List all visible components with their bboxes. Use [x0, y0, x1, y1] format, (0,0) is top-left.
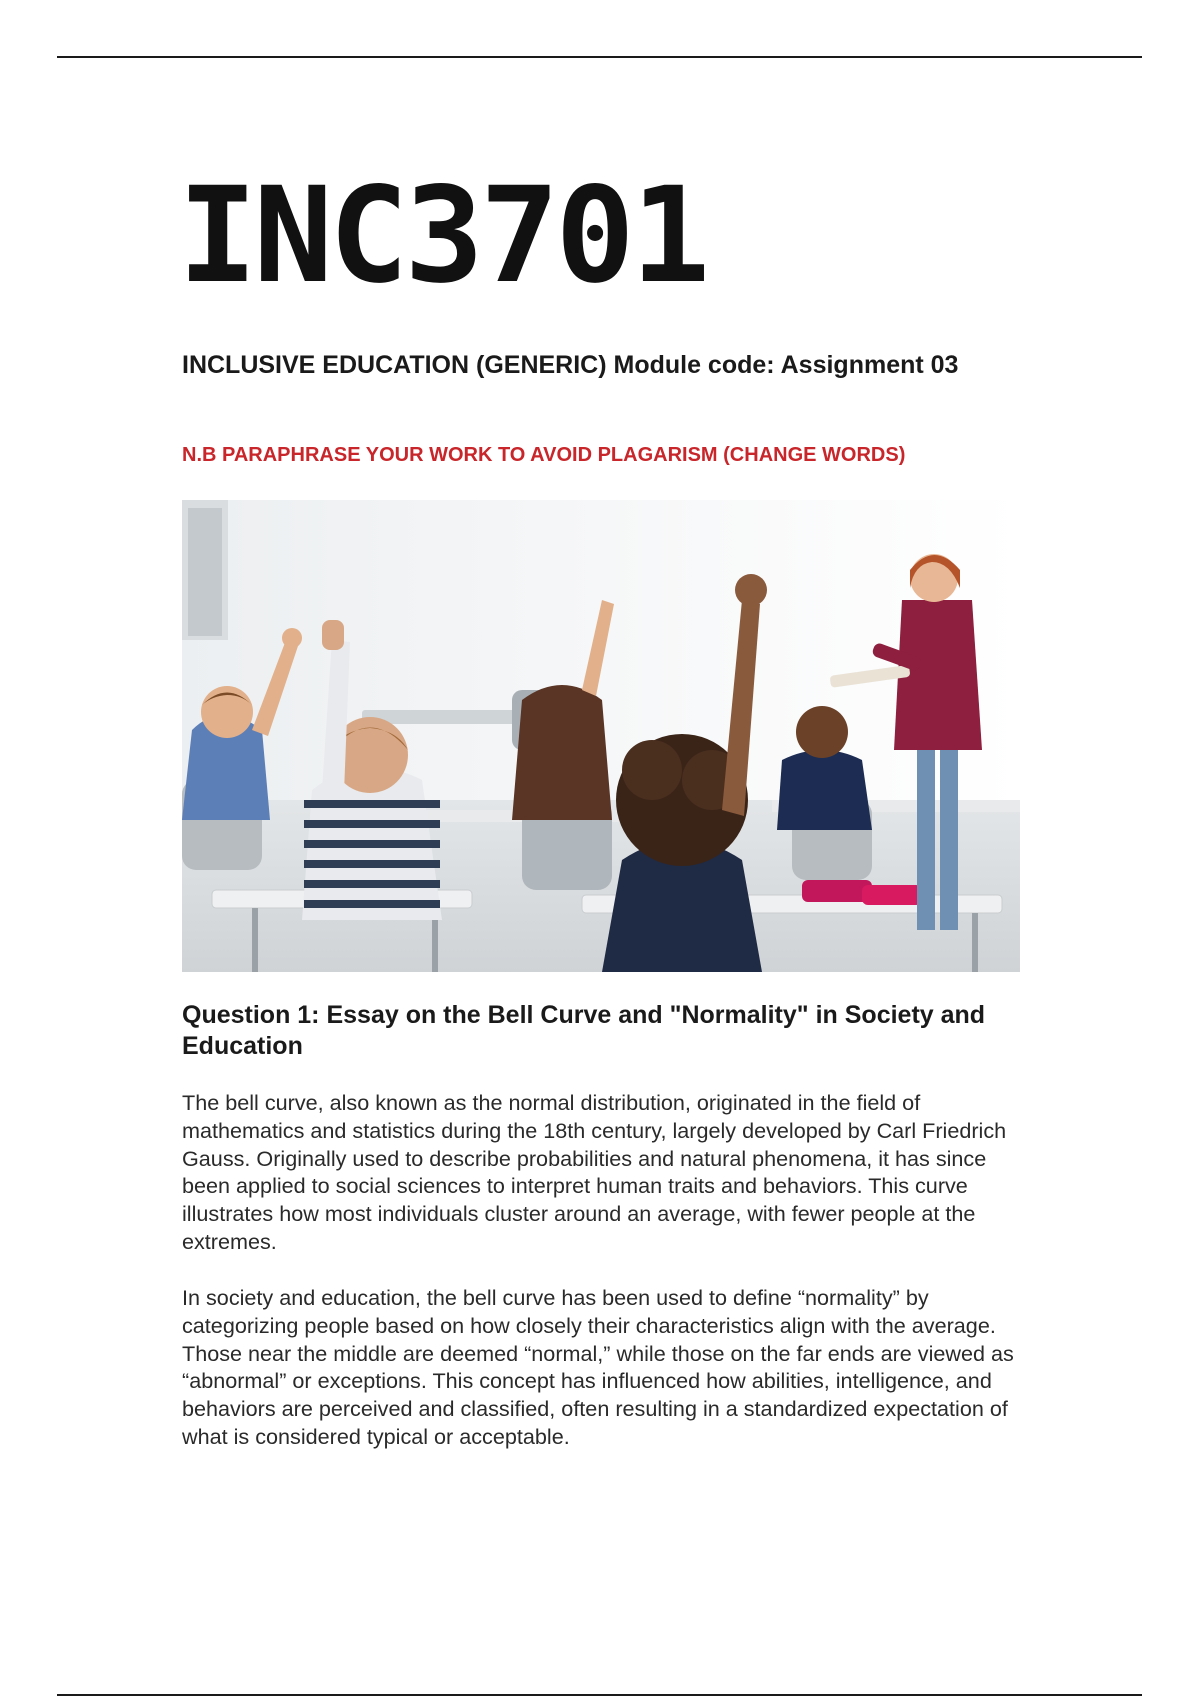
bottom-divider [57, 1694, 1142, 1696]
classroom-photo [182, 500, 1020, 972]
course-code-heading: INC3701 [178, 159, 707, 313]
essay-paragraph: The bell curve, also known as the normal distribution, originated in the field of mathematics and statistics during the 18th century, largely developed by Carl Friedrich Gauss. Originally used to describe probabilities and natural phenomena, it has since been applied to social sciences to interpret human traits and behaviors. This curve illustrates how most individuals cluster around an average, with fewer people at the extremes. [182, 1090, 1007, 1254]
question-title: Question 1: Essay on the Bell Curve and "Normality" in Society and Education [182, 1001, 986, 1060]
pencil-case [802, 880, 872, 902]
plagiarism-notice: N.B PARAPHRASE YOUR WORK TO AVOID PLAGARISM (CHANGE WORDS) [182, 444, 906, 466]
top-divider [57, 56, 1142, 58]
essay-paragraph: In society and education, the bell curve has been used to define “normality” by categorizing people based on how closely their characteristics align with the average. Those near the middle are deemed “normal,” while those on the far ends are viewed as “abnormal” or exceptions. This concept has influenced how abilities, intelligence, and behaviors are perceived and classified, often resulting in a standardized expectation of what is considered typical or acceptable. [182, 1285, 1014, 1449]
module-title: INCLUSIVE EDUCATION (GENERIC) Module code: Assignment 03 [182, 351, 959, 379]
